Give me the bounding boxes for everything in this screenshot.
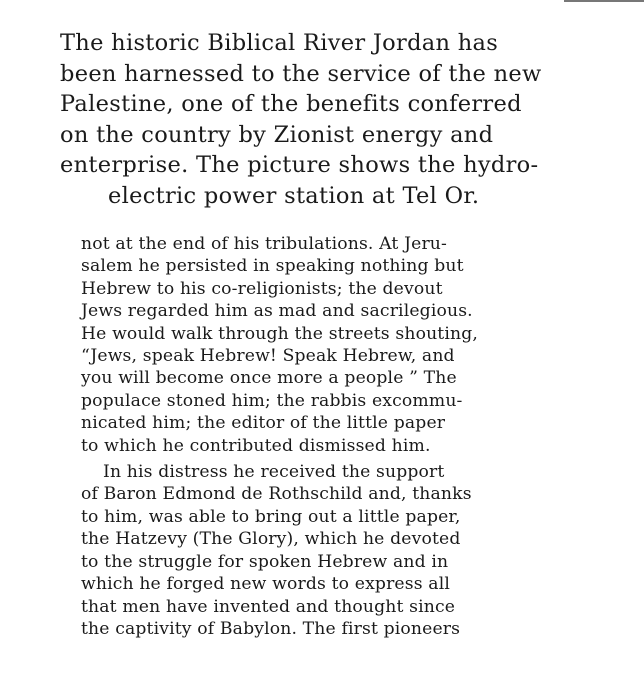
body-line: salem he persisted in speaking nothing but <box>81 256 464 277</box>
body-line: nicated him; the editor of the little paper <box>81 413 446 434</box>
body-line: to him, was able to bring out a little paper, <box>81 506 461 527</box>
body-line: the captivity of Babylon. The first pioneers <box>81 618 461 639</box>
caption-line: electric power station at Tel Or. <box>108 182 480 209</box>
body-line: which he forged new words to express all <box>81 574 451 595</box>
body-line: populace stoned him; the rabbis excommu- <box>81 390 463 411</box>
body-line: not at the end of his tribulations. At Jeru- <box>81 234 447 254</box>
caption-line: enterprise. The picture shows the hydro- <box>60 152 539 178</box>
caption-line: Palestine, one of the benefits conferred <box>60 91 522 117</box>
caption-line: The historic Biblical River Jordan has <box>60 30 499 56</box>
caption-line: been harnessed to the service of the new <box>60 60 542 87</box>
body-line: to which he contributed dismissed him. <box>81 435 431 456</box>
top-edge-rule <box>564 0 644 2</box>
caption-line: on the country by Zionist energy and <box>60 121 494 148</box>
body-line: to the struggle for spoken Hebrew and in <box>81 551 449 572</box>
article-body <box>81 233 561 640</box>
body-line: He would walk through the streets shouting, <box>81 323 478 344</box>
body-line: that men have invented and thought since <box>81 596 456 617</box>
body-line: Hebrew to his co-religionists; the devout <box>81 278 443 299</box>
body-line: Jews regarded him as mad and sacrilegious. <box>81 301 473 322</box>
body-line: “Jews, speak Hebrew! Speak Hebrew, and <box>81 346 455 367</box>
body-line: In his distress he received the support <box>103 462 445 483</box>
body-line: you will become once more a people ” The <box>81 368 457 389</box>
photo-caption <box>60 28 600 211</box>
body-line: of Baron Edmond de Rothschild and, thanks <box>81 484 472 505</box>
body-line: the Hatzevy (The Glory), which he devoted <box>81 529 461 550</box>
